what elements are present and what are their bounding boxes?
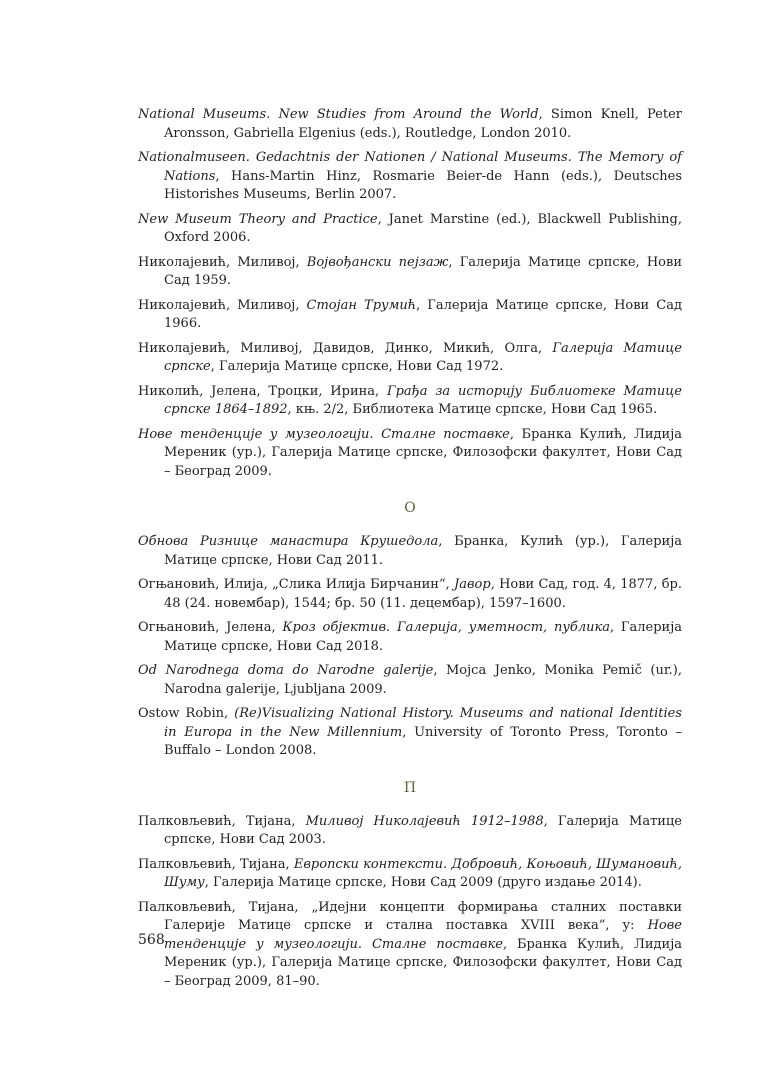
entry-text: Огњановић, Јелена,	[138, 620, 283, 635]
entry-title: Европски контексти. Добровић, Коњовић, Шумановић, Шуму	[164, 856, 682, 890]
entry-text: , Галерија Матице српске, Нови Сад 2003.	[164, 813, 682, 847]
bibliography-entry	[138, 106, 682, 143]
bibliography-entry	[138, 340, 682, 377]
entry-text: Николајевић, Миливој,	[138, 297, 307, 313]
bibliography-entry	[138, 297, 682, 334]
entry-text: Огњановић, Илија, „Слика Илија Бирчанин“,	[138, 577, 454, 592]
bibliography-entry	[138, 619, 682, 656]
entry-title: Нове тенденције у музеологији. Сталне поставке	[164, 918, 682, 952]
bibliography-entry	[138, 662, 682, 699]
page-number: 568	[138, 932, 165, 948]
entry-text: , Бранка, Кулић (ур.), Галерија Матице српске, Нови Сад 2011.	[164, 534, 682, 568]
bibliography-entry	[138, 899, 682, 992]
entry-text: , Галерија Матице српске, Нови Сад 2009 (друго издање 2014).	[204, 875, 642, 890]
entry-text: Палковљевић, Тијана,	[138, 856, 294, 872]
bibliography-entry	[138, 383, 682, 420]
entry-text: Палковљевић, Тијана,	[138, 813, 306, 829]
bibliography-entry	[138, 813, 682, 850]
entry-text: , Бранка Кулић, Лидија Мереник (ур.), Галерија Матице српске, Филозофски факултет, Нови Сад – Београд 2009, 81–90.	[164, 936, 683, 989]
entry-text: , University of Toronto Press, Toronto – Buffalo – London 2008.	[164, 724, 682, 758]
entry-text: Николајевић, Миливој,	[138, 254, 307, 270]
entry-title: Нове тенденције у музеологији. Сталне поставке	[138, 426, 510, 442]
entry-text: Палковљевић, Тијана, „Идејни концепти формирања сталних поставки Галерије Матице српске и стална поставка XVIII века“, у:	[138, 899, 682, 933]
entry-text: , Mojca Jenko, Monika Pemič (ur.), Narodna galerije, Ljubljana 2009.	[164, 663, 682, 697]
bibliography-entry	[138, 149, 682, 205]
entry-title: New Museum Theory and Practice	[138, 211, 378, 227]
bibliography-entry	[138, 211, 682, 248]
entry-text: , Галерија Матице српске, Нови Сад 2018.	[164, 620, 682, 654]
entry-title: Грађа за историју Библиотеке Матице српске 1864–1892	[164, 383, 682, 417]
entry-title: (Re)Visualizing National History. Museums and national Identities in Europa in the New Millennium	[164, 706, 682, 740]
entry-title: Војвођански пејзаж	[306, 254, 449, 270]
section-heading: П	[403, 779, 417, 796]
entry-text: Николајевић, Миливој, Давидов, Динко, Микић, Олга,	[138, 340, 553, 356]
entry-text: , Hans-Martin Hinz, Rosmarie Beier-de Hann (eds.), Deutsches Historishes Museums, Berlin 2007.	[164, 168, 682, 202]
bibliography-entry	[138, 576, 682, 613]
bibliography-entry	[138, 705, 682, 761]
entry-title: Nationalmuseen. Gedachtnis der Nationen / National Museums. The Memory of Nations	[138, 150, 682, 184]
entry-title: Обнова Ризнице манастира Крушедола	[138, 534, 439, 549]
entry-title: Стојан Трумић	[306, 297, 417, 313]
entry-text: , Бранка Кулић, Лидија Мереник (ур.), Галерија Матице српске, Филозофски факултет, Нови Сад – Београд 2009.	[164, 426, 683, 479]
entry-title: National Museums. New Studies from Around the World	[138, 107, 539, 122]
entry-text: , Janet Marstine (ed.), Blackwell Publishing, Oxford 2006.	[164, 211, 683, 245]
entry-text: , Галерија Матице српске, Нови Сад 1966.	[164, 297, 682, 331]
entry-text: Николић, Јелена, Троцки, Ирина,	[138, 383, 387, 399]
entry-text: , књ. 2/2, Библиотека Матице српске, Нови Сад 1965.	[287, 402, 658, 417]
entry-text: Ostow Robin,	[138, 706, 235, 721]
entry-title: Јавор	[454, 577, 491, 592]
entry-text: , Simon Knell, Peter Aronsson, Gabriella Elgenius (eds.), Routledge, London 2010.	[164, 107, 682, 141]
entry-title: Od Narodnega doma do Narodne galerije	[138, 663, 434, 678]
bibliography-entry	[138, 533, 682, 570]
bibliography-entry	[138, 856, 682, 893]
entry-text: , Нови Сад, год. 4, 1877, бр. 48 (24. новембар), 1544; бр. 50 (11. децембар), 1597–1600.	[164, 577, 682, 611]
entry-title: Миливој Николајевић 1912–1988	[305, 813, 544, 829]
entry-text: , Галерија Матице српске, Нови Сад 1959.	[164, 254, 682, 288]
section-heading: О	[404, 500, 416, 516]
bibliography	[138, 106, 682, 997]
entry-text: , Галерија Матице српске, Нови Сад 1972.	[210, 359, 504, 374]
entry-title: Галерија Матице српске	[164, 340, 682, 374]
bibliography-entry	[138, 254, 682, 291]
entry-title: Кроз објектив. Галерија, уметност, публика	[282, 620, 610, 635]
bibliography-entry	[138, 426, 682, 482]
